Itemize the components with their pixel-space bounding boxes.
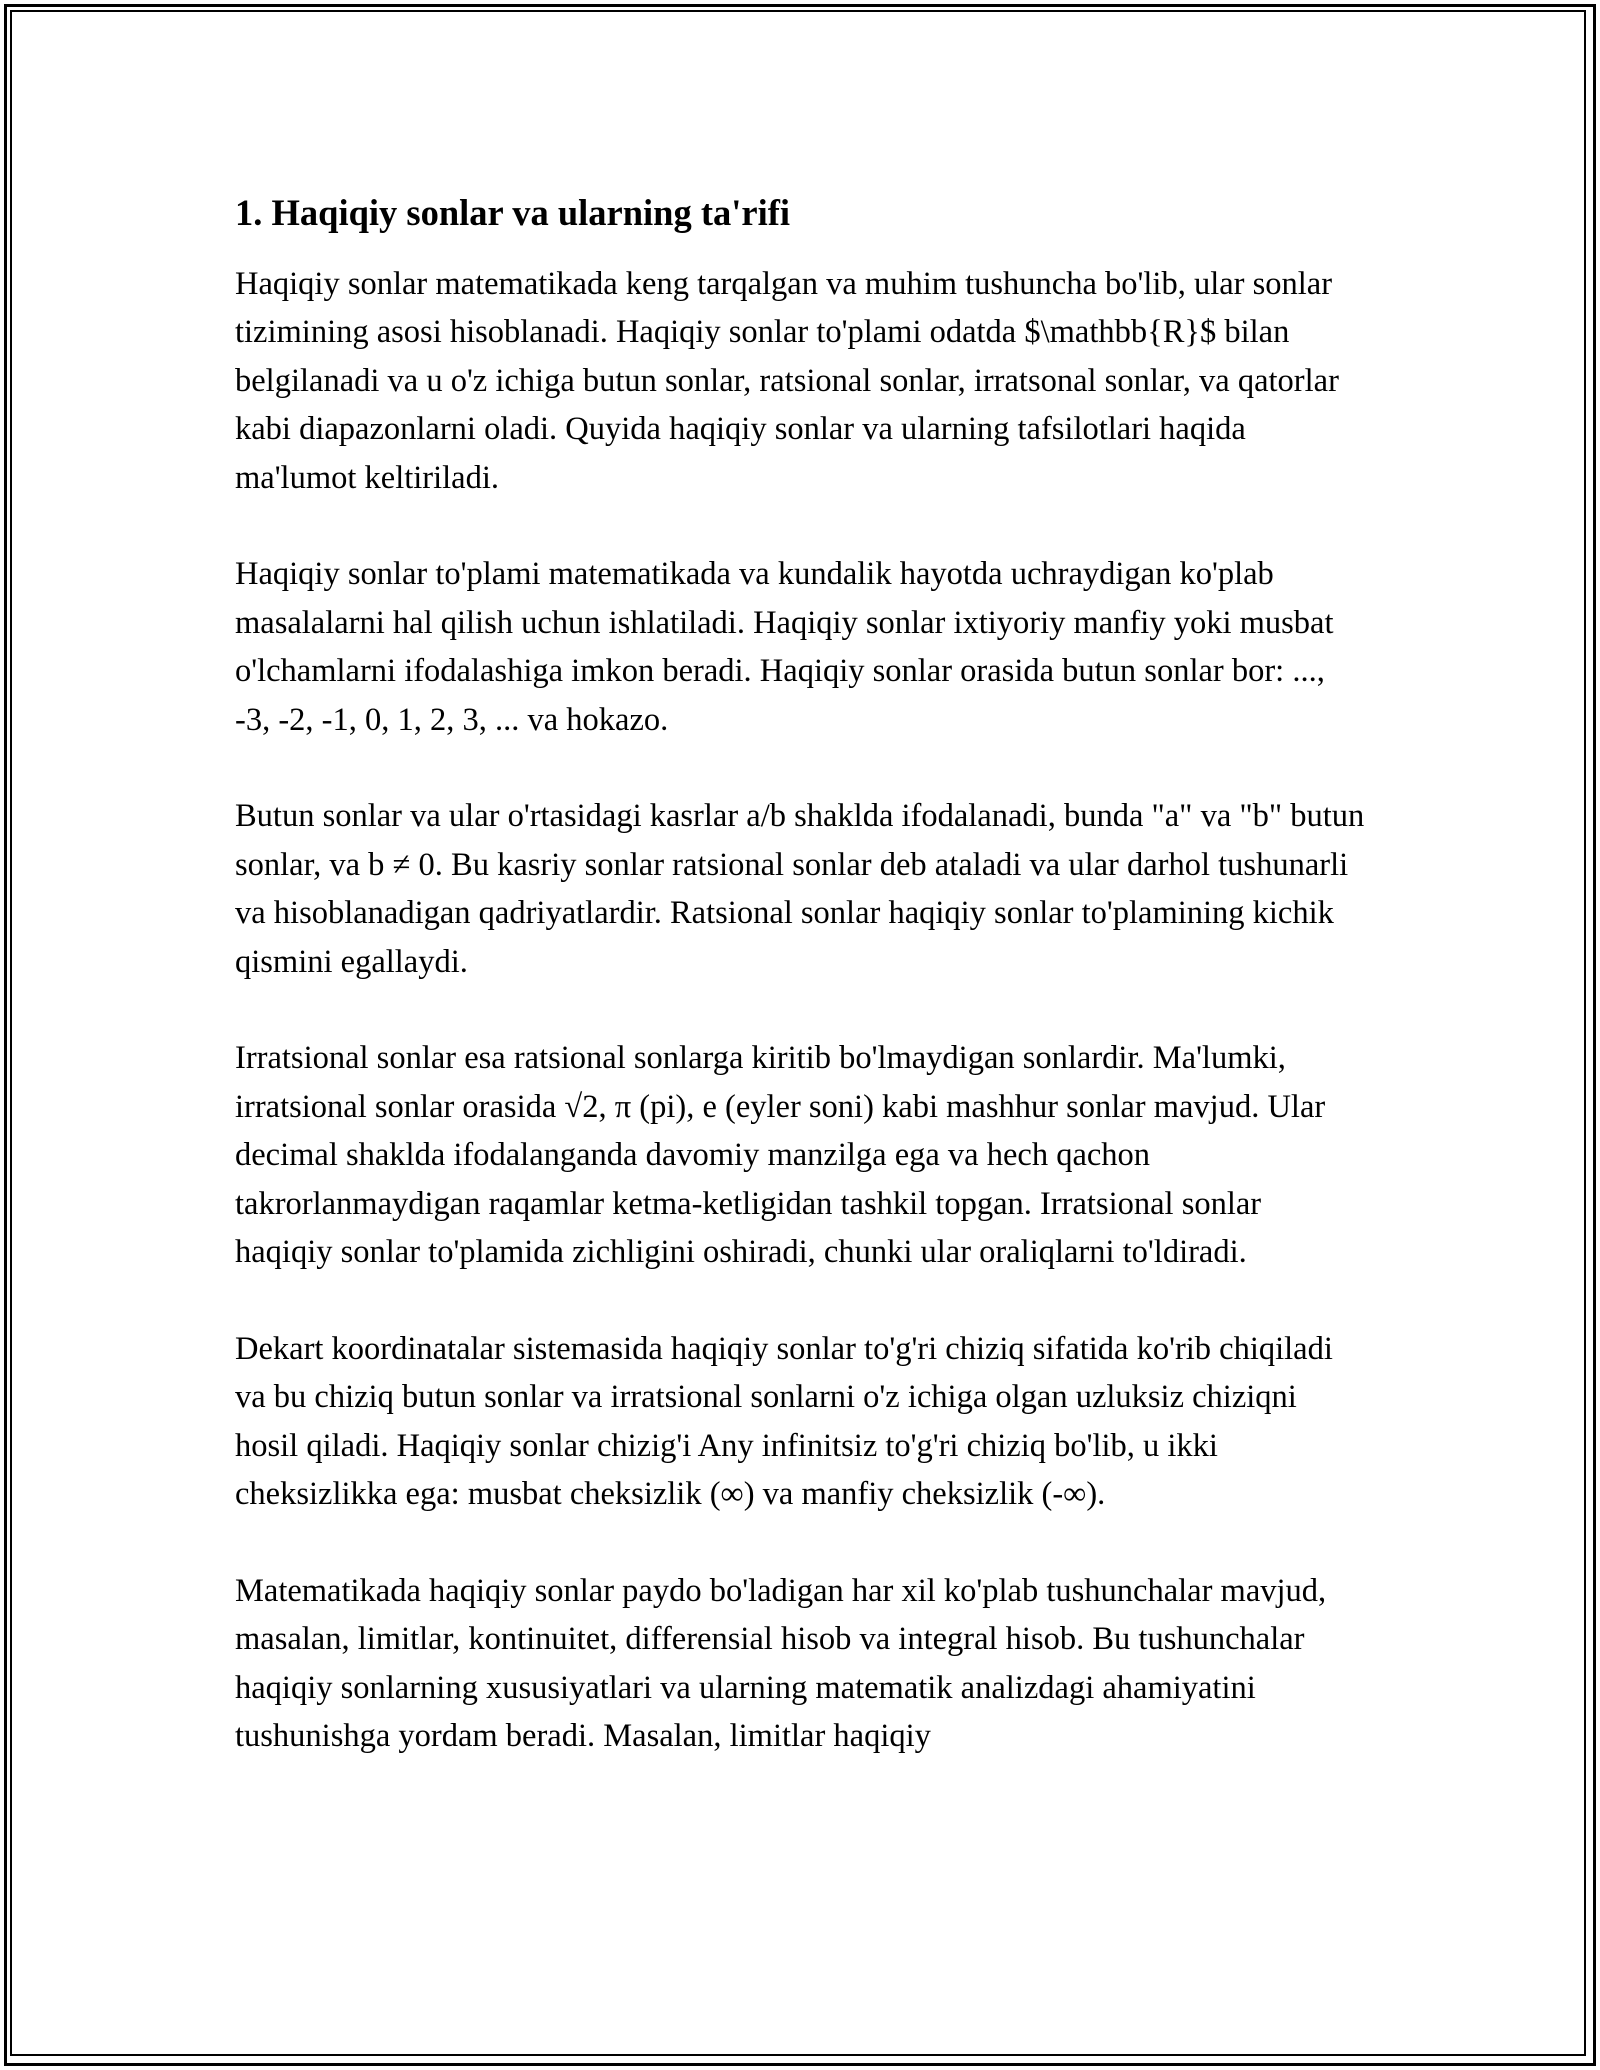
paragraph-concepts: Matematikada haqiqiy sonlar paydo bo'ladigan har xil ko'plab tushunchalar mavjud, masalan, limitlar, kontinuitet, differensial hisob va integral hisob. Bu tushunchalar haqiqiy sonlarning xususiyatlari va ularning matematik analizdagi ahamiyatini tushunishga yordam beradi. Masalan, limitlar haqiqiy xyxy=(235,1572,1327,1755)
paragraph-number-line: Dekart koordinatalar sistemasida haqiqiy sonlar to'g'ri chiziq sifatida ko'rib chiqiladi va bu chiziq butun sonlar va irratsional sonlarni o'z ichiga olgan uzluksiz chiziqni hosil qiladi. Haqiqiy sonlar chizig'i Any infinitsiz to'g'ri chiziq bo'lib, u ikki cheksizlikka ega: musbat cheksizlik (∞) va manfiy cheksizlik (-∞). xyxy=(235,1330,1333,1513)
paragraph-rational: Butun sonlar va ular o'rtasidagi kasrlar a/b shakldа ifodalanadi, bunda "a" va "b" butun sonlar, va b ≠ 0. Bu kasriy sonlar ratsional sonlar deb ataladi va ular darhol tushunarli va hisoblanadigan qadriyatlardir. Ratsional sonlar haqiqiy sonlar to'plamining kichik qismini egallaydi. xyxy=(235,798,1365,980)
paragraph-irrational: Irratsional sonlar esa ratsional sonlarga kiritib bo'lmaydigan sonlardir. Ma'lumki, irratsional sonlar orasida √2, π (pi), e (eyler soni) kabi mashhur sonlar mavjud. Ular decimal shaklda ifodalanganda davomiy manzilga ega va hech qachon takrorlanmaydigan raqamlar ketma-ketligidan tashkil topgan. Irratsional sonlar haqiqiy sonlar to'plamida zichligini oshiradi, chunki ular oraliqlarni to'ldiradi. xyxy=(235,1040,1326,1271)
paragraph-intro: Haqiqiy sonlar matematikada keng tarqalgan va muhim tushuncha bo'lib, ular sonlar tizimining asosi hisoblanadi. Haqiqiy sonlar to'plami odatda $\mathbb{R}$ bilan belgilanadi va u o'z ichiga butun sonlar, ratsional sonlar, irratsonal sonlar, va qatorlar kabi diapazonlarni oladi. Quyida haqiqiy sonlar va ularning tafsilotlari haqida ma'lumot keltiriladi. xyxy=(235,266,1339,496)
section-heading: 1. Haqiqiy sonlar va ularning ta'rifi xyxy=(235,192,791,233)
paragraph-usage: Haqiqiy sonlar to'plami matematikada va kundalik hayotda uchraydigan ko'plab masalalarni hal qilish uchun ishlatiladi. Haqiqiy sonlar ixtiyoriy manfiy yoki musbat o'lchamlarni ifodalashiga imkon beradi. Haqiqiy sonlar orasida butun sonlar bor: ..., -3, -2, -1, 0, 1, 2, 3, ... va hokazo. xyxy=(235,556,1334,738)
document-body xyxy=(235,190,1365,1809)
